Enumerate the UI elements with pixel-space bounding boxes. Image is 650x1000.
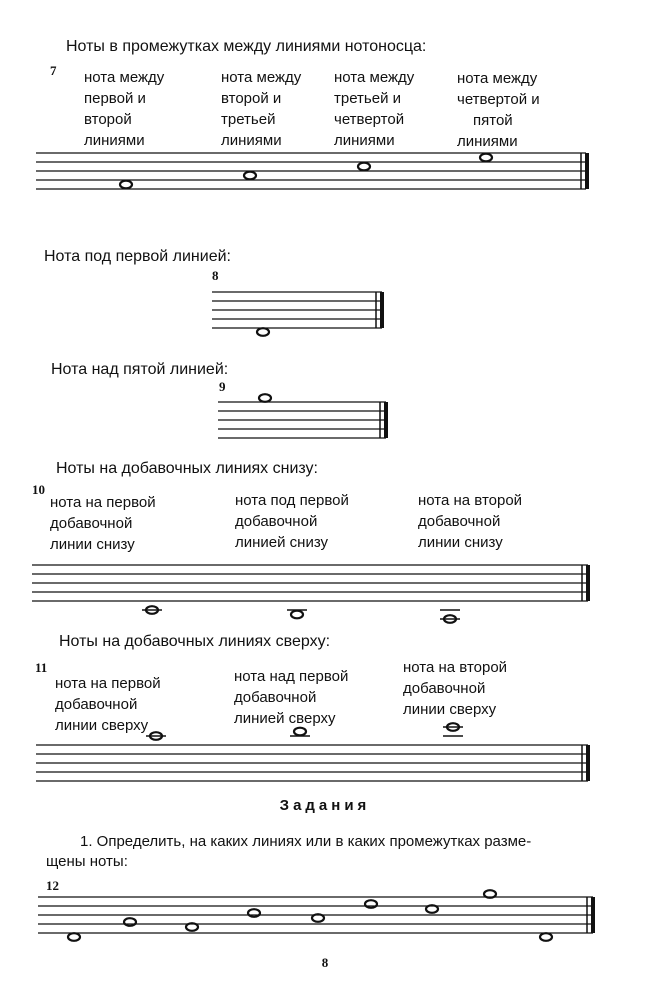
note xyxy=(248,909,260,917)
note xyxy=(124,918,136,926)
label-under-first-ledger-below: нота под первой добавочной линией снизу xyxy=(235,492,349,551)
example-number-10: 10 xyxy=(32,482,45,497)
note xyxy=(365,900,377,908)
note xyxy=(294,728,306,736)
label-space-3-4: нота между третьей и четвертой линиями xyxy=(334,69,415,149)
example-number-7: 7 xyxy=(50,63,57,78)
label-space-1-2: нота между первой и второй линиями xyxy=(84,69,165,149)
tasks-title: Задания xyxy=(279,797,371,814)
page-number: 8 xyxy=(321,955,329,970)
note xyxy=(244,172,256,180)
label-space-2-3: нота между второй и третьей линиями xyxy=(221,69,302,149)
heading-ledger-above: Ноты на добавочных линиях сверху: xyxy=(59,633,331,650)
staff-11 xyxy=(36,720,592,784)
note xyxy=(68,933,80,941)
note xyxy=(540,933,552,941)
label-second-ledger-above: нота на второй добавочной линии сверху xyxy=(403,659,508,718)
note xyxy=(358,163,370,171)
example-number-12: 12 xyxy=(46,878,59,893)
heading-spaces: Ноты в промежутках между линиями нотоносца: xyxy=(66,38,427,55)
staff-8 xyxy=(212,290,384,338)
note xyxy=(257,328,269,336)
staff-12 xyxy=(38,890,596,946)
label-first-ledger-below: нота на первой добавочной линии снизу xyxy=(50,494,156,553)
heading-above-fifth-line: Нота над пятой линией: xyxy=(51,361,229,378)
staff-9 xyxy=(218,390,388,442)
note xyxy=(120,181,132,189)
task-1-line-2: щены ноты: xyxy=(46,853,128,870)
example-number-9: 9 xyxy=(219,379,226,394)
note xyxy=(259,394,271,402)
example-number-8: 8 xyxy=(212,268,219,283)
heading-below-first-line: Нота под первой линией: xyxy=(44,248,231,265)
note xyxy=(291,611,303,619)
example-number-11: 11 xyxy=(35,660,48,675)
label-over-first-ledger-above: нота над первой добавочной линией сверху xyxy=(234,668,349,727)
note xyxy=(480,154,492,162)
heading-ledger-below: Ноты на добавочных линиях снизу: xyxy=(56,460,318,477)
label-first-ledger-above: нота на первой добавочной линии сверху xyxy=(55,675,161,734)
task-1-line-1: 1. Определить, на каких линиях или в каких промежутках разме- xyxy=(80,833,532,850)
staff-10 xyxy=(32,562,592,632)
staff-7 xyxy=(36,150,592,192)
label-second-ledger-below: нота на второй добавочной линии снизу xyxy=(418,492,523,551)
label-space-4-5: нота между четвертой и пятой линиями xyxy=(457,70,540,150)
